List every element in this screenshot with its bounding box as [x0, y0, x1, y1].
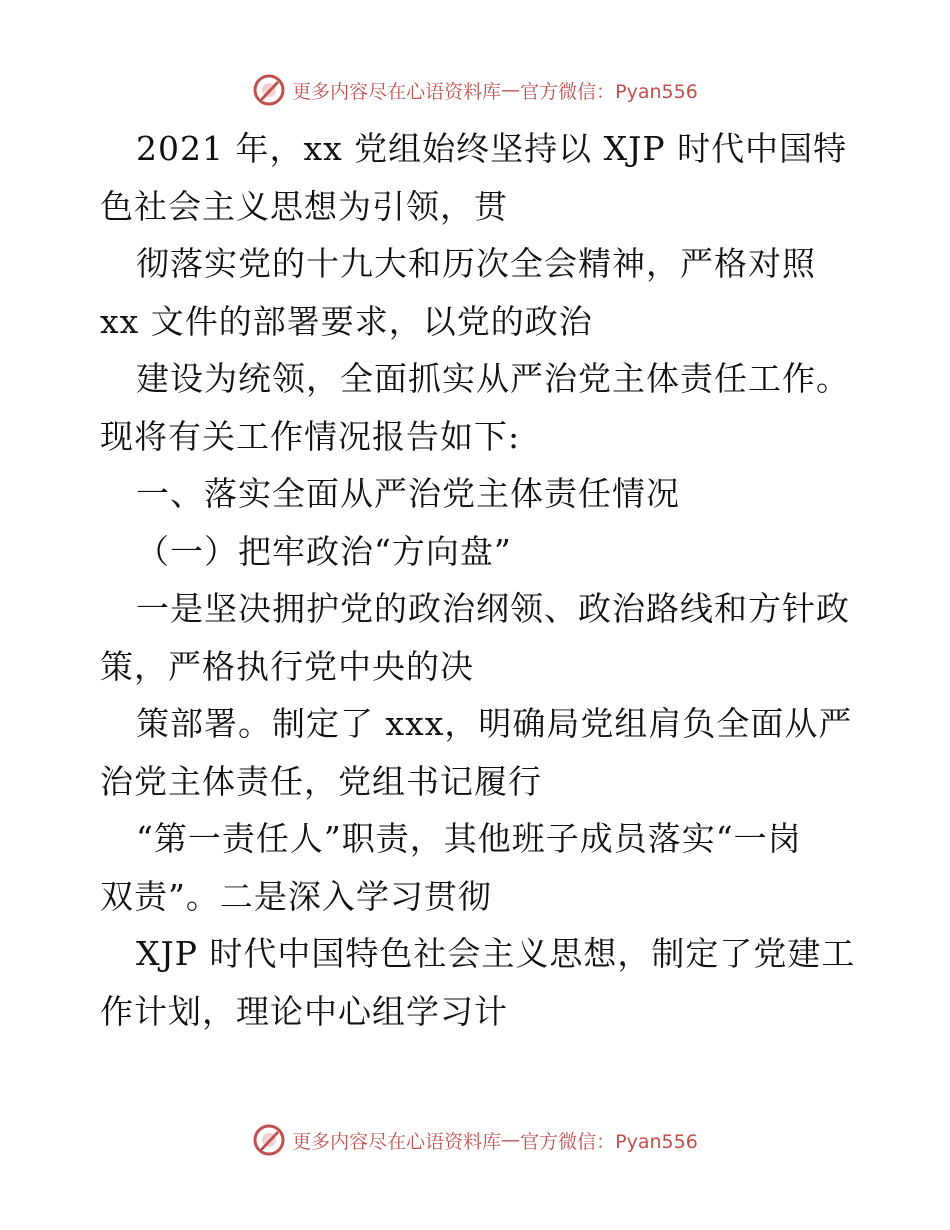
watermark-dash: —: [501, 1129, 521, 1151]
logo-icon: [252, 73, 286, 107]
logo-icon: [252, 1123, 286, 1157]
paragraph-line: 一、落实全面从严治党主体责任情况: [136, 474, 680, 513]
watermark-text: 更多内容尽在心语资料库: [292, 1130, 502, 1153]
paragraph-line: xx 文件的部署要求，以党的政治: [100, 301, 593, 341]
watermark-contact: 官方微信：Pyan556: [520, 80, 698, 103]
paragraph-line: 色社会主义思想为引领，贯: [100, 186, 508, 226]
watermark-contact: 官方微信：Pyan556: [520, 1130, 698, 1153]
header-watermark: [0, 70, 950, 110]
paragraph-line: 策部署。制定了 xxx，明确局党组肩负全面从严: [136, 704, 853, 743]
paragraph-line: 一是坚决拥护党的政治纲领、政治路线和方针政: [136, 589, 850, 628]
paragraph-line: （一）把牢政治“方向盘”: [136, 531, 512, 571]
paragraph-line: 建设为统领，全面抓实从严治党主体责任工作。: [136, 359, 850, 398]
paragraph-line: 2021 年，xx 党组始终坚持以 XJP 时代中国特: [136, 129, 848, 168]
document-body: [100, 120, 860, 1040]
paragraph-line: 治党主体责任，党组书记履行: [100, 761, 542, 801]
footer-watermark: [0, 1120, 950, 1160]
paragraph-line: 作计划，理论中心组学习计: [100, 991, 508, 1031]
watermark-dash: —: [501, 79, 521, 101]
paragraph-line: 双责”。二是深入学习贯彻: [100, 876, 492, 916]
paragraph-line: 彻落实党的十九大和历次全会精神，严格对照: [136, 244, 816, 283]
paragraph-line: “第一责任人”职责，其他班子成员落实“一岗: [136, 819, 802, 858]
paragraph-line: 现将有关工作情况报告如下:: [100, 416, 521, 456]
watermark-text: 更多内容尽在心语资料库: [292, 80, 502, 103]
paragraph-line: XJP 时代中国特色社会主义思想，制定了党建工: [136, 934, 856, 973]
paragraph-line: 策，严格执行党中央的决: [100, 646, 474, 686]
